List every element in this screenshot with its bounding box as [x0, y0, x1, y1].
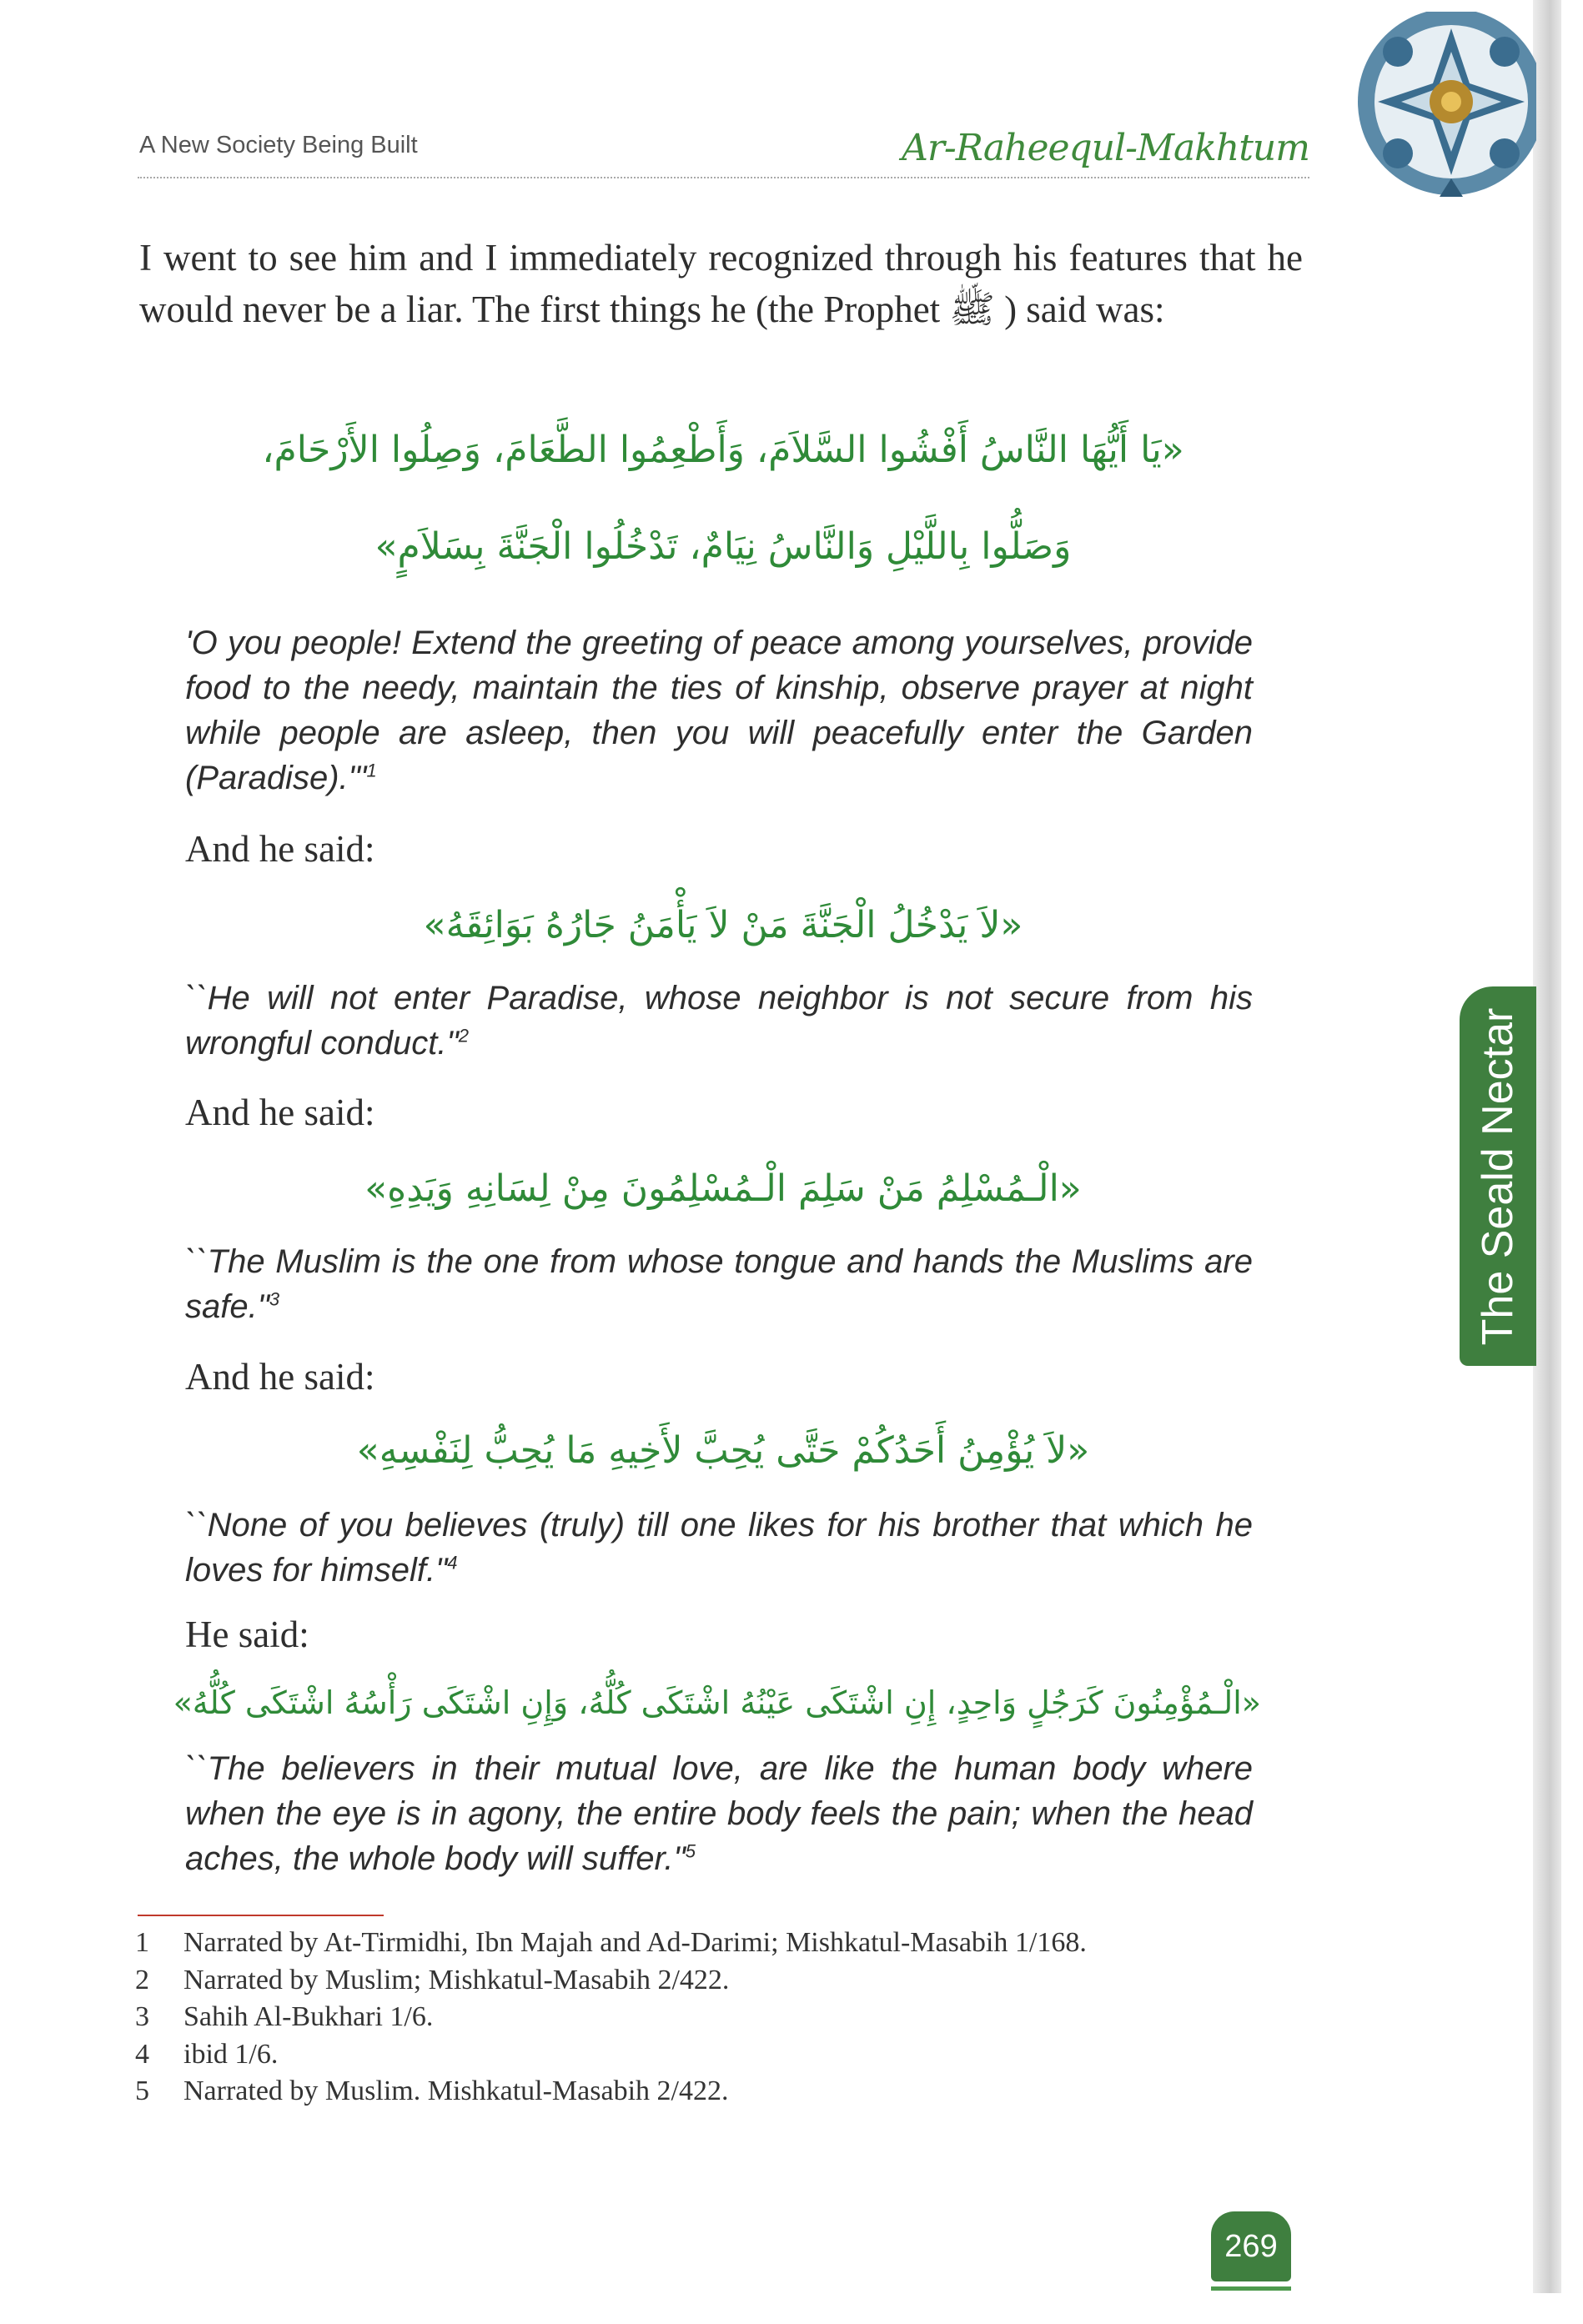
hadith-3-arabic: «الْـمُسْلِمُ مَنْ سَلِمَ الْـمُسْلِمُونَ مِنْ لِسَانِهِ وَيَدِهِ» — [364, 1167, 1082, 1210]
intro-paragraph: I went to see him and I immediately recognized through his features that he would never be a liar. The first things he (the Prophet ﷺ ) said was: — [139, 237, 1303, 330]
hadith-5-intro: He said: — [185, 1614, 309, 1655]
footnote-text: Narrated by At-Tirmidhi, Ibn Majah and Ad-Darimi; Mishkatul-Masabih 1/168. — [183, 1927, 1087, 1958]
page-number: 269 — [1211, 2211, 1291, 2281]
hadith-2-translation-text: ``He will not enter Paradise, whose neighbor is not secure from his wrongful conduct." — [185, 980, 1253, 1062]
footnote-item — [135, 1962, 1303, 2000]
footnote-text: Narrated by Muslim; Mishkatul-Masabih 2/422. — [183, 1964, 730, 1995]
footnote-item — [135, 2036, 1303, 2074]
section-title: A New Society Being Built — [139, 132, 418, 158]
footnote-item — [135, 2073, 1303, 2111]
hadith-3-intro: And he said: — [185, 1092, 375, 1133]
hadith-1-translation — [185, 620, 1253, 801]
footnote-text: Sahih Al-Bukhari 1/6. — [183, 2001, 434, 2032]
running-header — [138, 127, 1309, 178]
footnote-ref-3[interactable]: 3 — [269, 1288, 280, 1310]
footnote-ref-1[interactable]: 1 — [366, 760, 377, 781]
hadith-5-translation-text: ``The believers in their mutual love, are like the human body where when the eye is in agony, the entire body feels the pain; when the head aches, the whole body will suffer." — [185, 1750, 1253, 1877]
hadith-5-translation — [185, 1746, 1253, 1881]
footnote-divider — [138, 1915, 384, 1916]
hadith-4-translation-text: ``None of you believes (truly) till one likes for his brother that which he loves for himself." — [185, 1507, 1253, 1589]
footnote-ref-5[interactable]: 5 — [685, 1840, 696, 1862]
hadith-3-translation — [185, 1239, 1253, 1329]
hadith-4-translation — [185, 1503, 1253, 1593]
footnote-item — [135, 1999, 1303, 2036]
footnote-number: 2 — [135, 1964, 149, 1995]
footnote-number: 5 — [135, 2076, 149, 2106]
footnote-text: Narrated by Muslim. Mishkatul-Masabih 2/422. — [183, 2076, 729, 2106]
footnote-text: ibid 1/6. — [183, 2038, 279, 2070]
side-tab-label: The Seald Nectar — [1474, 1007, 1522, 1345]
footnote-ref-2[interactable]: 2 — [458, 1025, 469, 1047]
hadith-2-intro: And he said: — [185, 828, 375, 870]
hadith-1-translation-text: 'O you people! Extend the greeting of peace among yourselves, provide food to the needy, maintain the ties of kinship, observe prayer at night while people are asleep, then you will peacefully enter the Garden (Paradise)."' — [185, 625, 1253, 796]
ornament-tile-icon — [1351, 12, 1551, 203]
hadith-4-intro: And he said: — [185, 1356, 375, 1398]
book-title: Ar-Raheequl-Makhtum — [902, 127, 1309, 169]
side-tab[interactable] — [1460, 986, 1536, 1366]
footnote-item — [135, 1925, 1303, 1962]
hadith-2-arabic: «لاَ يَدْخُلُ الْجَنَّةَ مَنْ لاَ يَأْمَنُ جَارُهُ بَوَائِقَهُ» — [423, 904, 1023, 946]
footnote-number: 4 — [135, 2038, 149, 2070]
hadith-2-translation — [185, 976, 1253, 1066]
footnote-ref-4[interactable]: 4 — [447, 1552, 458, 1574]
hadith-1-arabic-line-1: «يَا أَيُّهَا النَّاسُ أَفْشُوا السَّلاَمَ، وَأَطْعِمُوا الطَّعَامَ، وَصِلُوا الأَرْحَامَ، — [262, 429, 1184, 471]
page-number-underline — [1211, 2286, 1291, 2291]
hadith-3-translation-text: ``The Muslim is the one from whose tongue and hands the Muslims are safe." — [185, 1243, 1253, 1325]
footnote-number: 3 — [135, 2001, 149, 2032]
footnote-number: 1 — [135, 1927, 149, 1958]
hadith-1-arabic-line-2: وَصَلُّوا بِاللَّيْلِ وَالنَّاسُ نِيَامٌ، تَدْخُلُوا الْجَنَّةَ بِسَلاَمٍ» — [374, 525, 1072, 568]
footnotes-list — [135, 1925, 1303, 2111]
hadith-4-arabic: «لاَ يُؤْمِنُ أَحَدُكُمْ حَتَّى يُحِبَّ لأَخِيهِ مَا يُحِبُّ لِنَفْسِهِ» — [356, 1429, 1090, 1472]
hadith-5-arabic: «الْـمُؤْمِنُونَ كَرَجُلٍ وَاحِدٍ، إِنِ اشْتَكَى عَيْنُهُ اشْتَكَى كُلُّهُ، وَإِنِ اشْتَكَى رَأْسُهُ اشْتَكَى كُلُّهُ» — [173, 1684, 1261, 1721]
page-edge — [1533, 0, 1561, 2293]
